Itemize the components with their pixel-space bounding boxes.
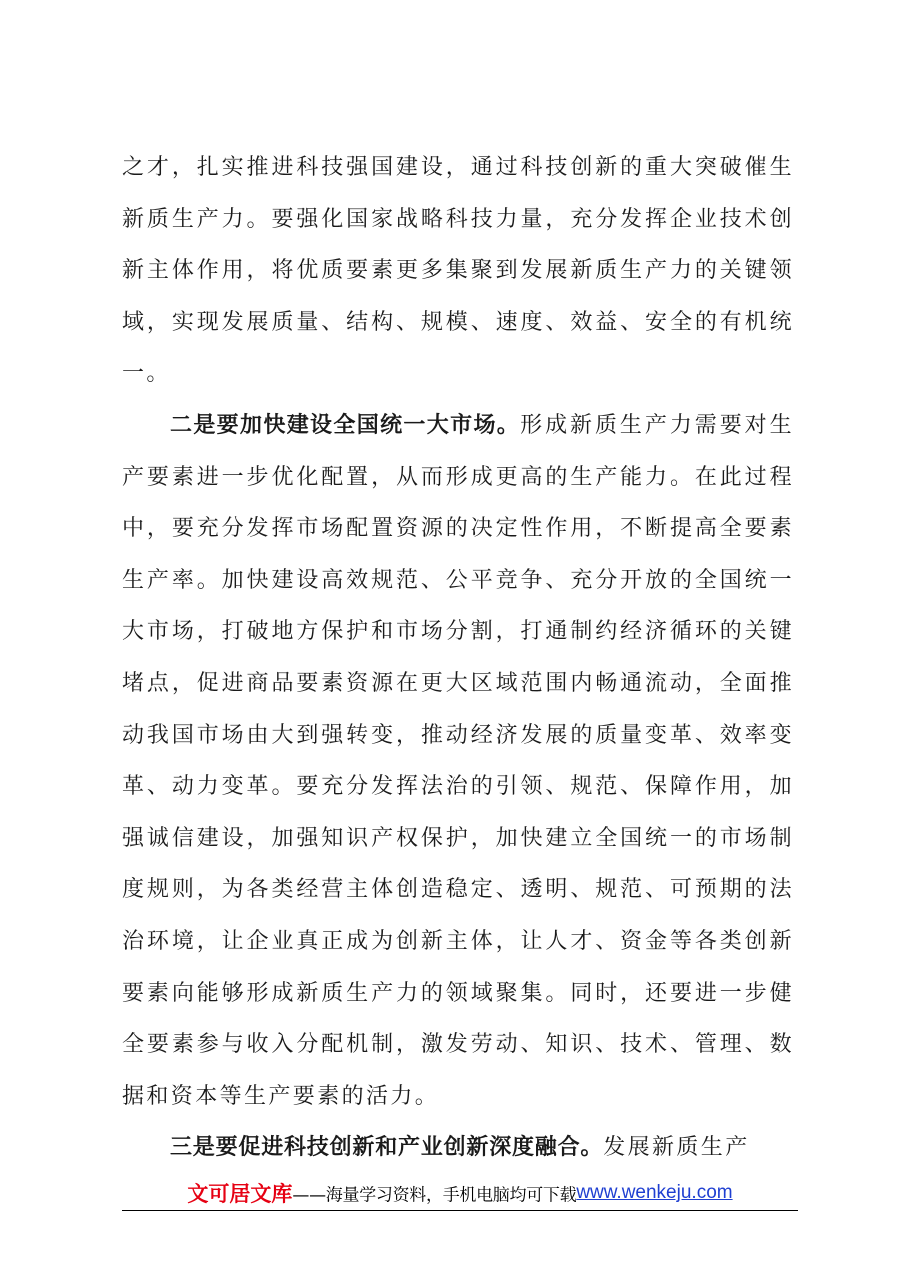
paragraph-continuation	[122, 142, 794, 400]
paragraph-unified-market	[122, 400, 794, 1122]
footer-site-link[interactable]: www.wenkeju.com	[576, 1182, 733, 1203]
paragraph-text: 之才，扎实推进科技强国建设，通过科技创新的重大突破催生新质生产力。要强化国家战略科技力量，充分发挥企业技术创新主体作用，将优质要素更多集聚到发展新质生产力的关键领域，实现发展质量、结构、规模、速度、效益、安全的有机统一。	[122, 155, 794, 387]
footer-tagline: ——海量学习资料，手机电脑均可下载	[292, 1185, 577, 1206]
paragraph-lead-heading: 三是要促进科技创新和产业创新深度融合。	[170, 1135, 604, 1161]
paragraph-lead-heading: 二是要加快建设全国统一大市场。	[170, 412, 521, 438]
document-body	[122, 142, 794, 1174]
paragraph-text: 形成新质生产力需要对生产要素进一步优化配置，从而形成更高的生产能力。在此过程中，要充分发挥市场配置资源的决定性作用，不断提高全要素生产率。加快建设高效规范、公平竞争、充分开放的全国统一大市场，打破地方保护和市场分割，打通制约经济循环的关键堵点，促进商品要素资源在更大区域范围内畅通流动，全面推动我国市场由大到强转变，推动经济发展的质量变革、效率变革、动力变革。要充分发挥法治的引领、规范、保障作用，加强诚信建设，加强知识产权保护，加快建立全国统一的市场制度规则，为各类经营主体创造稳定、透明、规范、可预期的法治环境，让企业真正成为创新主体，让人才、资金等各类创新要素向能够形成新质生产力的领域聚集。同时，还要进一步健全要素参与收入分配机制，激发劳动、知识、技术、管理、数据和资本等生产要素的活力。	[122, 412, 794, 1109]
page-footer	[122, 1178, 798, 1212]
paragraph-tech-industry-integration	[122, 1122, 794, 1174]
footer-brand: 文可居文库	[187, 1182, 293, 1206]
footer-divider	[122, 1210, 798, 1211]
paragraph-text: 发展新质生产	[603, 1135, 750, 1161]
